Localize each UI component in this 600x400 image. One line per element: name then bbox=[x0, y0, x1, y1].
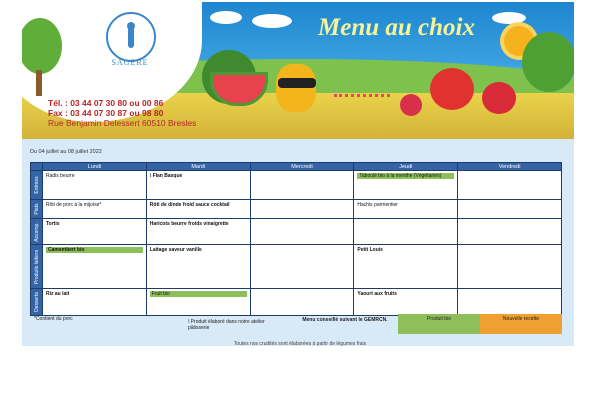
menu-cell bbox=[458, 219, 562, 245]
table-header-row bbox=[31, 163, 562, 171]
menu-cell: Haricots beurre froids vinaigrette bbox=[146, 219, 250, 245]
bio-highlight: Camembert bio bbox=[46, 247, 143, 253]
menu-cell bbox=[250, 200, 354, 219]
pork-note: *Contient du porc bbox=[34, 316, 73, 322]
day-header: Mardi bbox=[146, 163, 250, 171]
menu-table bbox=[30, 162, 562, 316]
banner bbox=[22, 2, 574, 139]
footer-note: Toutes nos crudités sont élaborées à partir de légumes frais bbox=[233, 341, 367, 347]
tomato-icon bbox=[430, 68, 474, 110]
pepper-icon bbox=[276, 64, 316, 112]
sunglasses-icon bbox=[278, 78, 316, 88]
table-row bbox=[31, 245, 562, 289]
row-label: Produits laitiers bbox=[31, 245, 43, 289]
menu-cell bbox=[250, 219, 354, 245]
table-row bbox=[31, 219, 562, 245]
menu-cell: Radis beurre bbox=[43, 171, 147, 200]
menu-cell bbox=[146, 289, 250, 316]
menu-cell: \ Flan Basque bbox=[146, 171, 250, 200]
tree-right bbox=[522, 32, 574, 92]
cloud bbox=[210, 11, 242, 24]
row-label: Plats bbox=[31, 200, 43, 219]
fax-number: Fax : 03 44 07 30 87 ou 98 80 bbox=[48, 108, 164, 118]
menu-cell bbox=[354, 219, 458, 245]
gemrcn-note: Menu conseillé suivant le GEMRCN. bbox=[302, 317, 388, 323]
menu-cell: Laitage saveur vanille bbox=[146, 245, 250, 289]
menu-cell bbox=[43, 245, 147, 289]
row-label: Accomp. bbox=[31, 219, 43, 245]
legend bbox=[30, 314, 562, 334]
menu-cell bbox=[458, 289, 562, 316]
cherry-icon bbox=[482, 82, 516, 114]
address: Rue Benjamin Delessert 60510 Bresles bbox=[48, 118, 197, 128]
menu-cell bbox=[250, 289, 354, 316]
menu-cell bbox=[250, 171, 354, 200]
day-header: Mercredi bbox=[250, 163, 354, 171]
page-title: Menu au choix bbox=[318, 14, 475, 41]
bio-highlight: Fruit bio bbox=[150, 291, 247, 297]
corner-cell bbox=[31, 163, 43, 171]
day-header: Jeudi bbox=[354, 163, 458, 171]
menu-cell bbox=[458, 245, 562, 289]
menu-cell bbox=[250, 245, 354, 289]
menu-cell: Yaourt aux fruits bbox=[354, 289, 458, 316]
row-label: Entrées bbox=[31, 171, 43, 200]
menu-cell: Tortis bbox=[43, 219, 147, 245]
patissier-note: \ Produit élaboré dans notre atelier pâtisserie bbox=[188, 319, 265, 331]
table-row bbox=[31, 200, 562, 219]
cloud bbox=[492, 12, 526, 24]
cloud bbox=[252, 14, 292, 28]
menu-cell: Rôti de dinde froid sauce cocktail bbox=[146, 200, 250, 219]
table-row bbox=[31, 171, 562, 200]
flowers bbox=[334, 94, 390, 111]
phone-number: Tél. : 03 44 07 30 80 ou 00 86 bbox=[48, 98, 164, 108]
day-header: Lundi bbox=[43, 163, 147, 171]
menu-cell: Hachis parmentier bbox=[354, 200, 458, 219]
bio-highlight: Taboulé bio à la menthe (Végétarien) bbox=[357, 173, 454, 179]
radish-icon bbox=[400, 94, 422, 116]
menu-cell: Riz au lait bbox=[43, 289, 147, 316]
logo-text: SAGERE bbox=[111, 58, 149, 67]
contact-info bbox=[48, 98, 196, 128]
menu-cell: Petit Louis bbox=[354, 245, 458, 289]
date-range: Du 04 juillet au 08 juillet 2022 bbox=[30, 149, 102, 155]
row-label: Desserts bbox=[31, 289, 43, 316]
table-row bbox=[31, 289, 562, 316]
day-header: Vendredi bbox=[458, 163, 562, 171]
menu-cell bbox=[354, 171, 458, 200]
tree-trunk bbox=[36, 70, 42, 96]
legend-nouveau: Nouvelle recette bbox=[480, 314, 562, 334]
menu-cell: Rôti de porc à la mijoise* bbox=[43, 200, 147, 219]
legend-bio: Produit bio bbox=[398, 314, 480, 334]
menu-cell bbox=[458, 200, 562, 219]
menu-cell bbox=[458, 171, 562, 200]
logo-icon bbox=[106, 12, 156, 62]
